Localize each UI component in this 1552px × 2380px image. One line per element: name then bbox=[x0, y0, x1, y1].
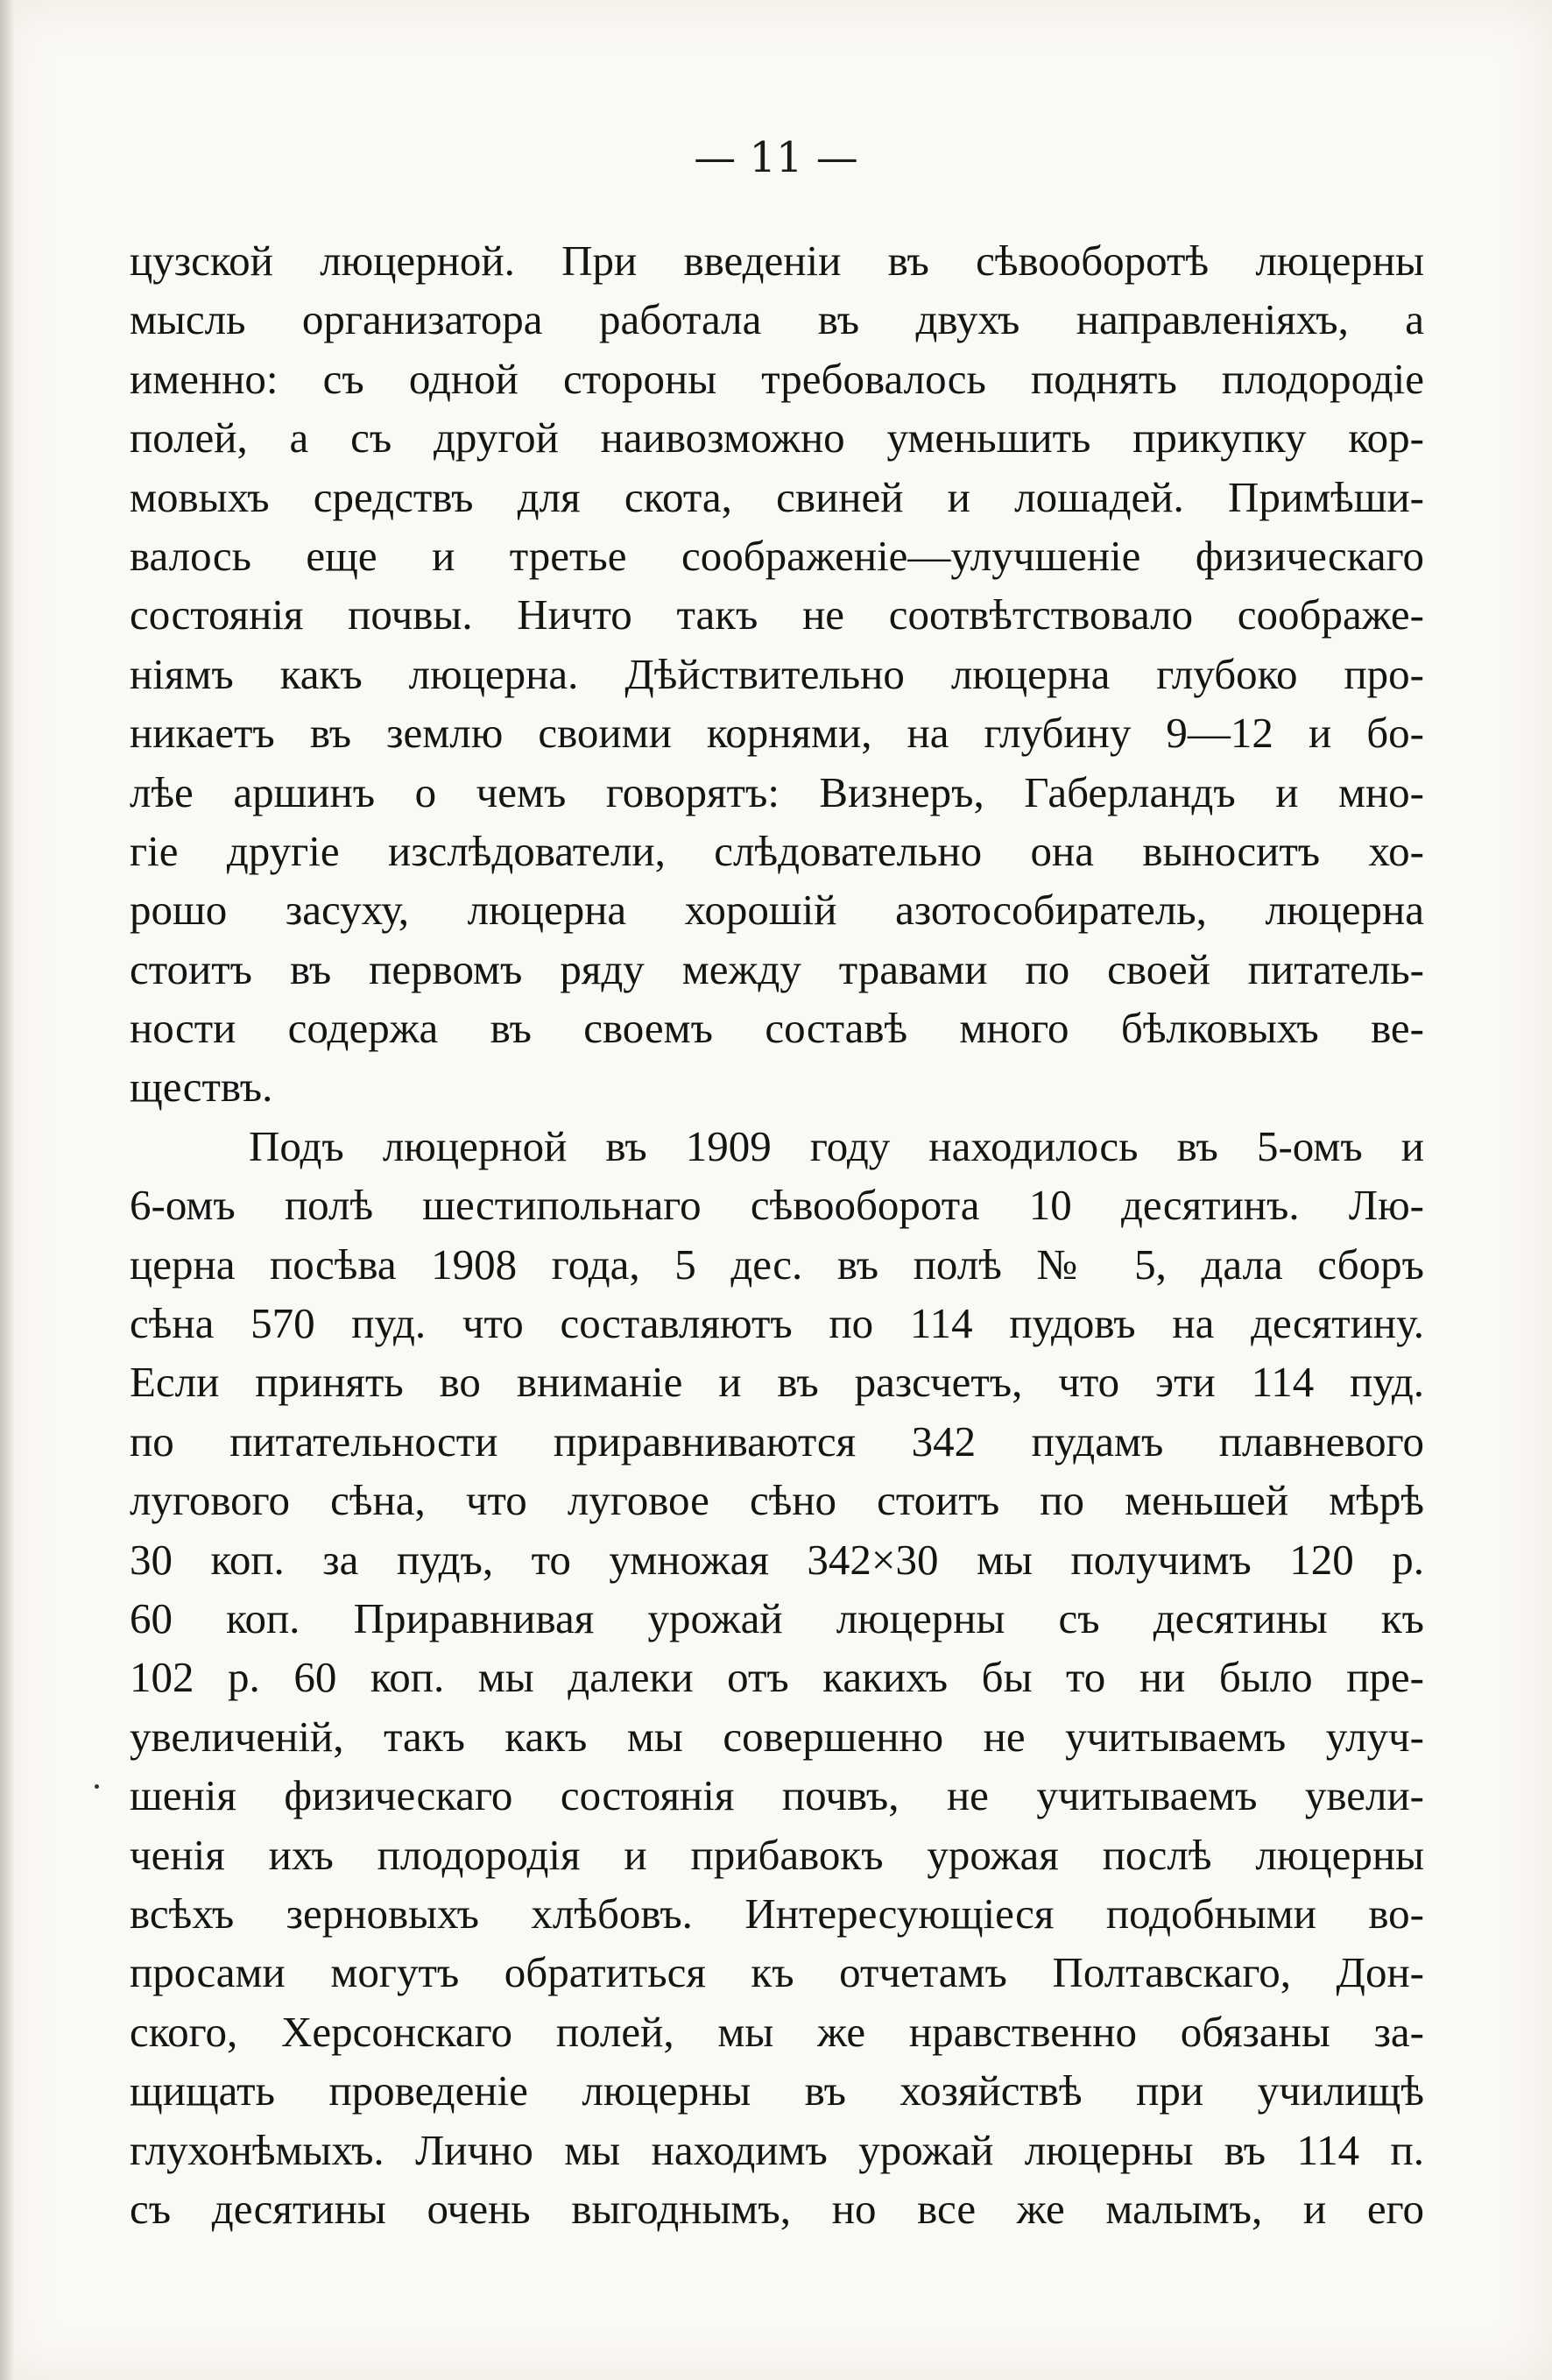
text-line: валось еще и третье соображеніе—улучшеніе физическаго bbox=[130, 531, 1424, 580]
text-line: именно: съ одной стороны требовалось поднять плодородіе bbox=[130, 354, 1424, 403]
text-line: всѣхъ зерновыхъ хлѣбовъ. Интересующіеся подобными во- bbox=[130, 1889, 1424, 1938]
text-line: лѣе аршинъ о чемъ говорятъ: Визнеръ, Габерландъ и мно- bbox=[130, 767, 1424, 816]
text-line: Если принять во вниманіе и въ разсчетъ, что эти 114 пуд. bbox=[130, 1358, 1424, 1407]
text-line: лугового сѣна, что луговое сѣно стоитъ по меньшей мѣрѣ bbox=[130, 1476, 1424, 1525]
text-line: ности содержа въ своемъ составѣ много бѣлковыхъ ве- bbox=[130, 1004, 1424, 1053]
text-line: щищать проведеніе люцерны въ хозяйствѣ при училищѣ bbox=[130, 2066, 1424, 2115]
body-text bbox=[130, 231, 1424, 2238]
text-line: мовыхъ средствъ для скота, свиней и лошадей. Примѣши- bbox=[130, 472, 1424, 521]
text-line: шенія физическаго состоянія почвъ, не учитываемъ увели- bbox=[130, 1771, 1424, 1820]
text-line: ченія ихъ плодородія и прибавокъ урожая послѣ люцерны bbox=[130, 1830, 1424, 1879]
text-line: глухонѣмыхъ. Лично мы находимъ урожай люцерны въ 114 п. bbox=[130, 2125, 1424, 2174]
paragraph-first-line: Подъ люцерной въ 1909 году находилось въ 5-омъ и bbox=[249, 1121, 1424, 1170]
text-line: гіе другіе изслѣдователи, слѣдовательно она выноситъ хо- bbox=[130, 826, 1424, 875]
text-line: 102 р. 60 коп. мы далеки отъ какихъ бы то ни было пре- bbox=[130, 1653, 1424, 1702]
text-line: стоитъ въ первомъ ряду между травами по своей питатель- bbox=[130, 944, 1424, 993]
text-line: ского, Херсонскаго полей, мы же нравственно обязаны за- bbox=[130, 2007, 1424, 2056]
text-line: сѣна 570 пуд. что составляютъ по 114 пудовъ на десятину. bbox=[130, 1299, 1424, 1348]
text-line: цузской люцерной. При введеніи въ сѣвооборотѣ люцерны bbox=[130, 237, 1424, 285]
text-line: по питательности приравниваются 342 пудамъ плавневого bbox=[130, 1416, 1424, 1465]
text-line: 6-омъ полѣ шестипольнаго сѣвооборота 10 десятинъ. Лю- bbox=[130, 1181, 1424, 1230]
text-line: никаетъ въ землю своими корнями, на глубину 9—12 и бо- bbox=[130, 709, 1424, 758]
margin-ink-dot bbox=[95, 1784, 99, 1789]
text-line: рошо засуху, люцерна хорошій азотособиратель, люцерна bbox=[130, 886, 1424, 935]
text-line: просами могутъ обратиться къ отчетамъ Полтавскаго, Дон- bbox=[130, 1948, 1424, 1997]
text-line: мысль организатора работала въ двухъ направленіяхъ, а bbox=[130, 295, 1424, 344]
text-line: ніямъ какъ люцерна. Дѣйствительно люцерна глубоко про- bbox=[130, 649, 1424, 698]
page-number: — 11 — bbox=[694, 133, 858, 182]
page-binding-edge bbox=[0, 0, 14, 2380]
paragraph-last-line: ществъ. bbox=[130, 1063, 273, 1112]
text-line: увеличеній, такъ какъ мы совершенно не учитываемъ улуч- bbox=[130, 1712, 1424, 1761]
text-line: съ десятины очень выгоднымъ, но все же малымъ, и его bbox=[130, 2184, 1424, 2233]
text-line: 60 коп. Приравнивая урожай люцерны съ десятины къ bbox=[130, 1593, 1424, 1642]
text-line: 30 коп. за пудъ, то умножая 342×30 мы получимъ 120 р. bbox=[130, 1535, 1424, 1584]
text-line: церна посѣва 1908 года, 5 дес. въ полѣ № 5, дала сборъ bbox=[130, 1239, 1424, 1289]
text-line: полей, а съ другой наивозможно уменьшить прикупку кор- bbox=[130, 413, 1424, 463]
text-line: состоянія почвы. Ничто такъ не соотвѣтствовало соображе- bbox=[130, 590, 1424, 639]
